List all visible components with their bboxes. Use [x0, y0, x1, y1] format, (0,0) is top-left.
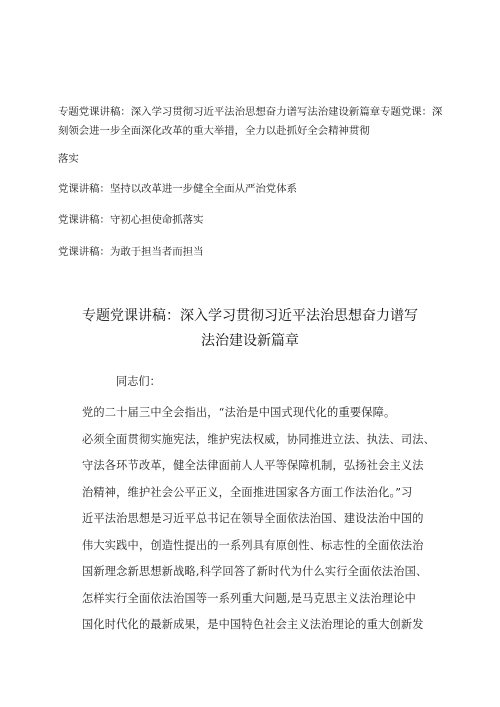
article-title-line-1: 专题党课讲稿：深入学习贯彻习近平法治思想奋力谱写 [82, 308, 418, 324]
body-line: 治精神，维护社会公平正义，全面推进国家各方面工作法治化。”习 [82, 486, 413, 499]
body-line: 国新理念新思想新战略,科学回答了新时代为什么实行全面依法治国、 [82, 565, 428, 578]
body-line: 近平法治思想是习近平总书记在领导全面依法治国、建设法治中国的 [82, 512, 424, 525]
salutation: 同志们： [116, 375, 161, 388]
toc-item-1-line-1: 专题党课讲稿：深入学习贯彻习近平法治思想奋力谱写法治建设新篇章专题党课：深 [58, 106, 443, 118]
toc-item-2: 党课讲稿：坚持以改革进一步健全全面从严治党体系 [58, 183, 297, 195]
body-line: 国化时代化的最新成果，是中国特色社会主义法治理论的重大创新发 [82, 618, 424, 631]
toc-item-4: 党课讲稿：为敢于担当者而担当 [58, 246, 204, 258]
article-title-line-2: 法治建设新篇章 [201, 333, 299, 349]
body-line: 必须全面贯彻实施宪法，维护宪法权威，协同推进立法、执法、司法、 [82, 433, 436, 446]
body-line: 怎样实行全面依法治国等一系列重大问题,是马克思主义法治理论中 [82, 592, 416, 605]
toc-item-1-line-3: 落实 [58, 153, 79, 165]
body-line: 党的二十届三中全会指出，“法治是中国式现代化的重要保障。 [82, 406, 396, 419]
body-line: 守法各环节改革，健全法律面前人人平等保障机制，弘扬社会主义法 [82, 459, 424, 472]
toc-item-3: 党课讲稿：守初心担使命抓落实 [58, 214, 204, 226]
body-line: 伟大实践中，创造性提出的一系列具有原创性、标志性的全面依法治 [82, 539, 424, 552]
toc-item-1-line-2: 刻领会进一步全面深化改革的重大举措，全力以赴抓好全会精神贯彻 [58, 125, 370, 137]
